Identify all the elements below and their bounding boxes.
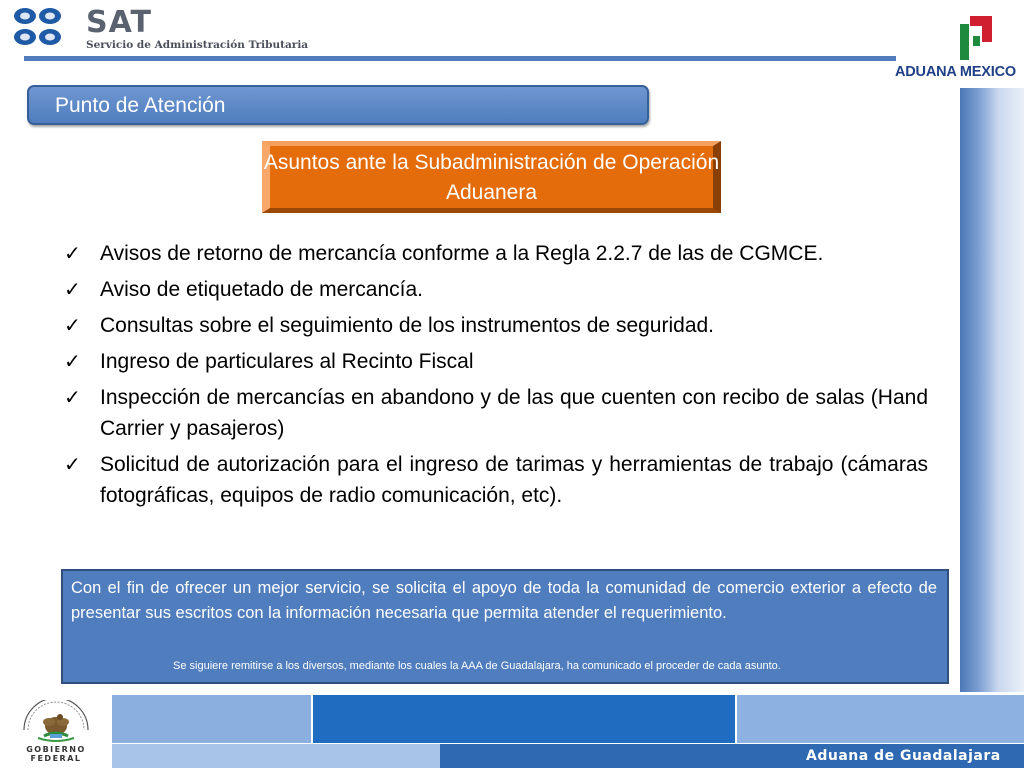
check-icon: ✓: [64, 452, 81, 476]
sat-wordmark: SAT: [86, 5, 152, 40]
footer-strip: [112, 744, 440, 768]
check-icon: ✓: [64, 241, 81, 265]
footer-block: [112, 695, 311, 743]
check-icon: ✓: [64, 349, 81, 373]
aduana-flag-icon: [960, 16, 992, 60]
note-text: Con el fin de ofrecer un mejor servicio, se solicita el apoyo de toda la comunidad de comercio exterior a efecto de presentar sus escritos con la información necesaria que permita atender el requerimiento.: [71, 579, 937, 622]
sat-subtitle: Servicio de Administración Tributaria: [86, 39, 309, 51]
aduana-mexico-logo-text: ADUANA MEXICO: [895, 64, 1016, 80]
list-item: ✓ Consultas sobre el seguimiento de los instrumentos de seguridad.: [62, 310, 928, 341]
check-icon: ✓: [64, 277, 81, 301]
footer-block: [737, 695, 1024, 743]
footer-block: [313, 695, 735, 743]
list-item: ✓ Ingreso de particulares al Recinto Fiscal: [62, 346, 928, 377]
page-title: Punto de Atención: [55, 94, 226, 117]
footer-label: Aduana de Guadalajara: [806, 748, 1001, 764]
list-item: ✓ Aviso de etiquetado de mercancía.: [62, 274, 928, 305]
check-icon: ✓: [64, 385, 81, 409]
list-item: ✓ Avisos de retorno de mercancía conforme a la Regla 2.2.7 de las de CGMCE.: [62, 238, 928, 269]
bullet-list: [62, 238, 928, 516]
gobierno-federal-logo-text: GOBIERNO FEDERAL: [26, 745, 86, 763]
section-title: Asuntos ante la Subadministración de Operación Aduanera: [263, 151, 720, 204]
list-item: ✓ Solicitud de autorización para el ingreso de tarimas y herramientas de trabajo (cámaras fotográficas, equipos de radio comunicación, etc).: [62, 449, 928, 511]
header-rule: [24, 56, 896, 61]
check-icon: ✓: [64, 313, 81, 337]
sat-logo-icon: [12, 6, 76, 48]
mexican-seal-icon: [14, 700, 98, 746]
right-decorative-panel: [960, 88, 1024, 692]
note-small-text: Se siguiere remitirse a los diversos, mediante los cuales la AAA de Guadalajara, ha comunicado el proceder de cada asunto.: [173, 660, 781, 672]
list-item: ✓ Inspección de mercancías en abandono y de las que cuenten con recibo de salas (Hand Carrier y pasajeros): [62, 382, 928, 444]
